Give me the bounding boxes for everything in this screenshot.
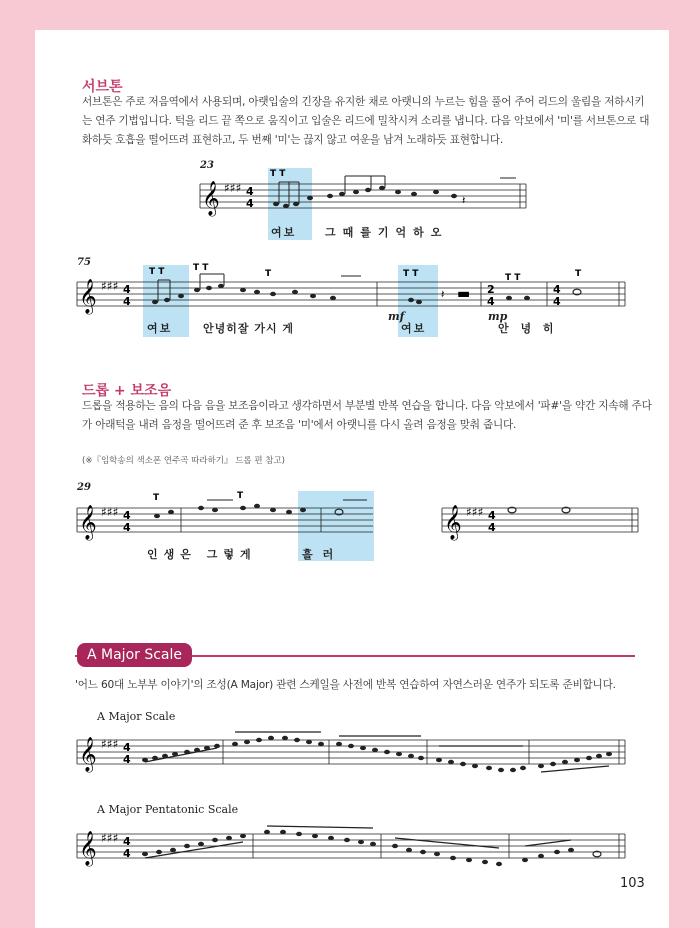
drop-reference-note: (※『임학송의 색소폰 연주곡 따라하기』 드롭 편 참고)	[82, 456, 285, 466]
scale-paragraph: '어느 60대 노부부 이야기'의 조성(A Major) 관련 스케일을 사전에 반복 연습하여 자연스러운 연주가 되도록 준비합니다.	[75, 679, 616, 691]
svg-text:T: T	[237, 491, 244, 501]
music-staff-29	[77, 491, 377, 544]
svg-text:𝄞: 𝄞	[79, 831, 97, 866]
svg-text:4: 4	[123, 283, 131, 296]
measure-number-75: 75	[77, 257, 91, 268]
measure-number-29: 29	[77, 482, 91, 493]
svg-text:T T: T T	[149, 267, 165, 277]
svg-text:𝄞: 𝄞	[79, 737, 97, 772]
svg-text:4: 4	[123, 741, 131, 754]
lyric-mid-75: 안녕히잘 가시 게	[203, 322, 295, 335]
svg-text:♯♯♯: ♯♯♯	[101, 505, 119, 519]
scale-label-pentatonic: A Major Pentatonic Scale	[97, 803, 239, 816]
svg-text:4: 4	[488, 509, 496, 522]
music-staff-23	[200, 170, 530, 220]
svg-text:▬: ▬	[457, 286, 471, 302]
svg-text:4: 4	[553, 295, 561, 308]
svg-text:T: T	[265, 269, 272, 279]
svg-text:𝄽: 𝄽	[441, 288, 445, 301]
section-title-drop: 드롭 + 보조음	[82, 383, 172, 399]
svg-text:4: 4	[123, 295, 131, 308]
svg-text:4: 4	[123, 753, 131, 766]
svg-text:𝄞: 𝄞	[79, 279, 97, 314]
lyric-highlight-75b: 여보	[401, 322, 427, 335]
svg-text:𝄞: 𝄞	[202, 181, 220, 216]
dynamic-mf: mf	[388, 310, 405, 323]
svg-text:T: T	[153, 493, 160, 503]
svg-text:4: 4	[123, 521, 131, 534]
music-staff-29b	[442, 494, 642, 544]
svg-text:𝄞: 𝄞	[79, 505, 97, 540]
svg-text:♯♯♯: ♯♯♯	[466, 505, 484, 519]
measure-number-23: 23	[200, 160, 214, 171]
svg-text:♯♯♯: ♯♯♯	[101, 279, 119, 293]
svg-text:4: 4	[246, 197, 254, 210]
book-page	[35, 30, 669, 928]
svg-text:T: T	[575, 269, 582, 279]
lyric-highlight-75a: 여보	[147, 322, 173, 335]
lyric-highlight-23: 여보	[271, 226, 297, 239]
scale-label-major: A Major Scale	[97, 710, 176, 723]
svg-text:𝄽: 𝄽	[462, 194, 466, 207]
section-title-subtone: 서브톤	[82, 79, 123, 95]
svg-text:4: 4	[123, 847, 131, 860]
svg-text:4: 4	[488, 521, 496, 534]
lyric-rest-23: 그때를기억하오	[325, 226, 449, 239]
svg-text:T T: T T	[505, 273, 521, 283]
svg-text:4: 4	[246, 185, 254, 198]
music-staff-a-major-scale	[77, 726, 627, 776]
page-number: 103	[620, 876, 645, 891]
svg-text:4: 4	[123, 509, 131, 522]
svg-text:4: 4	[123, 835, 131, 848]
subtone-paragraph: 서브톤은 주로 저음역에서 사용되며, 아랫입술의 긴장을 유지한 채로 아랫니의 누르는 힘을 풀어 주어 리드의 울림을 저하시키는 연주 기법입니다. 턱을 리드 끝 쪽으로 움직이고 입술은 리드에 밀착시켜 소리를 냅니다. 다음 악보에서 '미'를 서브톤으로 대화하듯 호흡을 떨어뜨려 표현하고, 두 번째 '미'는 끊지 않고 여운을 남겨 노래하듯 표현합니다.	[82, 96, 650, 146]
svg-text:♯♯♯: ♯♯♯	[101, 737, 119, 751]
music-staff-75	[77, 263, 627, 318]
dynamic-mp: mp	[488, 310, 508, 323]
svg-text:4: 4	[487, 295, 495, 308]
svg-text:♯♯♯: ♯♯♯	[224, 181, 242, 195]
drop-paragraph: 드롭을 적용하는 음의 다음 음을 보조음이라고 생각하면서 부분별 반복 연습을 합니다. 다음 악보에서 '파#'을 약간 지속해 주다가 아래턱을 내려 음정을 떨어뜨려 준 후 보조음 '미'에서 아랫니를 다시 올려 음정을 맞춰 줍니다.	[82, 400, 652, 431]
svg-text:2: 2	[487, 283, 495, 296]
svg-text:♯♯♯: ♯♯♯	[101, 831, 119, 845]
lyric-end-75: 안 녕 히	[498, 322, 558, 335]
a-major-scale-badge: A Major Scale	[77, 643, 192, 667]
svg-text:T T: T T	[270, 169, 286, 179]
music-staff-a-major-pentatonic	[77, 820, 627, 870]
lyric-highlight-29: 흘러	[302, 548, 344, 561]
svg-text:T T: T T	[193, 263, 209, 273]
svg-text:T T: T T	[403, 269, 419, 279]
svg-text:𝄞: 𝄞	[444, 505, 462, 540]
lyric-rest-29: 인생은 그렇게	[147, 548, 257, 561]
svg-text:4: 4	[553, 283, 561, 296]
